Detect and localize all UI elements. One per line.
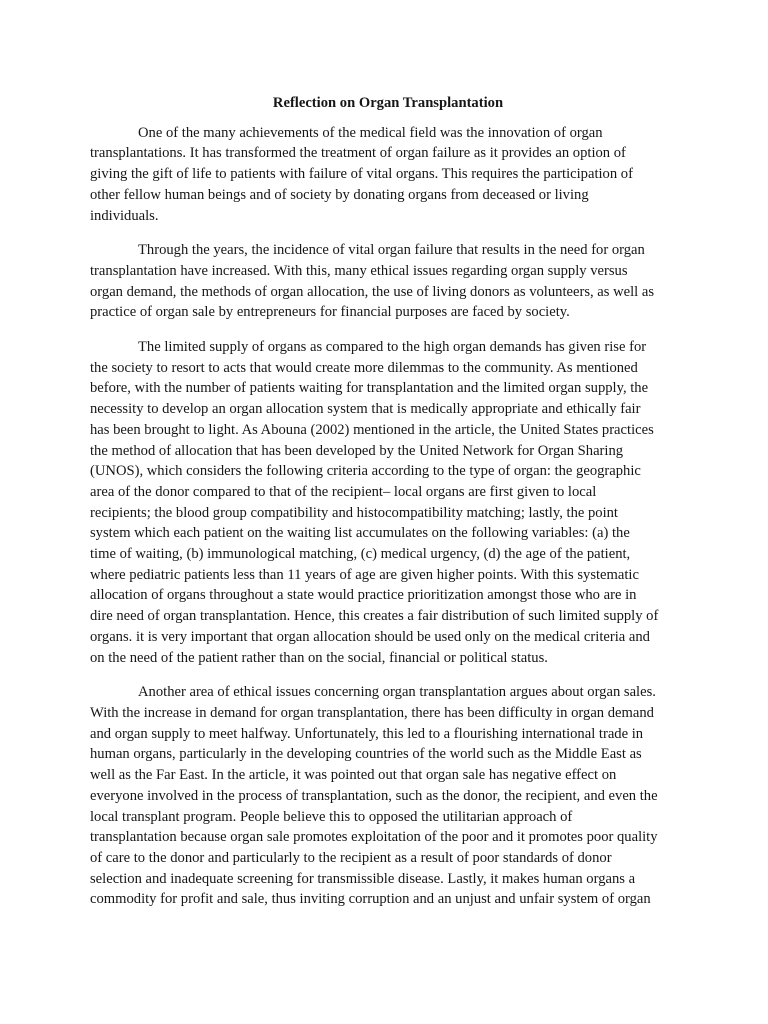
text-line: transplantation because organ sale promotes exploitation of the poor and it promotes poor quality	[90, 829, 658, 846]
text-line: One of the many achievements of the medical field was the innovation of organ	[138, 124, 603, 141]
document-title: Reflection on Organ Transplantation	[272, 95, 504, 111]
text-line: The limited supply of organs as compared to the high organ demands has given rise for	[138, 339, 647, 356]
text-line: other fellow human beings and of society by donating organs from deceased or living	[90, 186, 589, 203]
text-line: Through the years, the incidence of vital organ failure that results in the need for organ	[138, 242, 645, 259]
text-line: allocation of organs throughout a state would practice prioritization amongst those who are in	[90, 587, 637, 604]
text-line: transplantations. It has transformed the treatment of organ failure as it provides an option of	[90, 145, 626, 162]
text-line: organs. it is very important that organ allocation should be used only on the medical criteria and	[90, 628, 650, 645]
text-line: system which each patient on the waiting list accumulates on the following variables: (a) the	[90, 525, 630, 542]
text-line: individuals.	[90, 207, 159, 224]
text-line: giving the gift of life to patients with failure of vital organs. This requires the participation of	[90, 166, 633, 183]
text-line: the method of allocation that has been developed by the United Network for Organ Sharing	[90, 442, 624, 459]
text-line: With the increase in demand for organ transplantation, there has been difficulty in organ demand	[90, 704, 654, 721]
text-line: Another area of ethical issues concerning organ transplantation argues about organ sales.	[138, 684, 656, 701]
text-line: of care to the donor and particularly to the recipient as a result of poor standards of donor	[90, 849, 612, 866]
text-line: area of the donor compared to that of the recipient– local organs are first given to local	[90, 483, 597, 500]
text-line: (UNOS), which considers the following criteria according to the type of organ: the geographic	[90, 463, 641, 480]
paragraph-4	[90, 682, 686, 910]
text-line: before, with the number of patients waiting for transplantation and the limited organ supply, the	[90, 380, 649, 397]
text-line: organ demand, the methods of organ allocation, the use of living donors as volunteers, as well as	[90, 283, 655, 300]
text-line: on the need of the patient rather than on the social, financial or political status.	[90, 649, 548, 666]
text-line: everyone involved in the process of transplantation, such as the donor, the recipient, and even the	[90, 787, 658, 804]
text-line: time of waiting, (b) immunological matching, (c) medical urgency, (d) the age of the patient,	[90, 546, 631, 563]
text-line: and organ supply to meet halfway. Unfortunately, this led to a flourishing international trade in	[90, 725, 644, 742]
text-line: human organs, particularly in the developing countries of the world such as the Middle East as	[90, 746, 642, 763]
text-line: commodity for profit and sale, thus inviting corruption and an unjust and unfair system of organ	[90, 891, 651, 908]
text-line: recipients; the blood group compatibility and histocompatibility matching; lastly, the point	[90, 504, 618, 521]
paragraph-1	[90, 123, 686, 227]
text-line: selection and inadequate screening for transmissible disease. Lastly, it makes human organs a	[90, 870, 636, 887]
text-line: necessity to develop an organ allocation system that is medically appropriate and ethically fair	[90, 401, 641, 418]
text-line: local transplant program. People believe this to opposed the utilitarian approach of	[90, 808, 573, 825]
document-body	[90, 123, 686, 910]
paragraph-2	[90, 240, 686, 323]
text-line: where pediatric patients less than 11 years of age are given higher points. With this systematic	[90, 566, 639, 583]
document-page	[90, 93, 686, 924]
text-line: dire need of organ transplantation. Hence, this creates a fair distribution of such limited supply of	[90, 608, 659, 625]
text-line: transplantation have increased. With this, many ethical issues regarding organ supply versus	[90, 262, 628, 279]
text-line: practice of organ sale by entrepreneurs for financial purposes are faced by society.	[90, 304, 570, 321]
text-line: the society to resort to acts that would create more dilemmas to the community. As mentioned	[90, 359, 638, 376]
text-line: has been brought to light. As Abouna (2002) mentioned in the article, the United States practices	[90, 421, 654, 438]
paragraph-3	[90, 337, 686, 668]
text-line: well as the Far East. In the article, it was pointed out that organ sale has negative effect on	[90, 767, 617, 784]
